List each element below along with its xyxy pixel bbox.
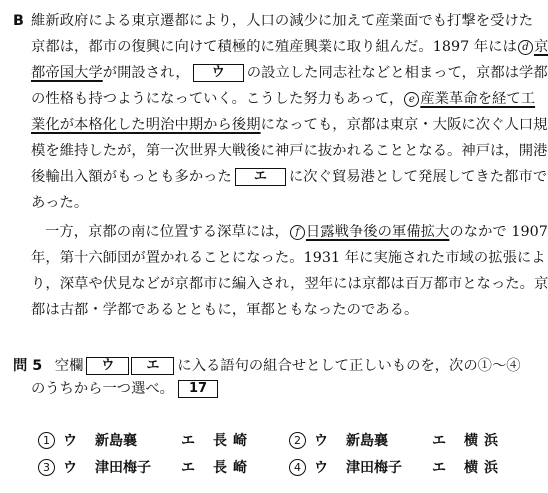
choice-number: 2 xyxy=(289,432,306,449)
para2-line4 xyxy=(31,300,418,320)
choice-1[interactable] xyxy=(38,431,253,451)
question-line2 xyxy=(31,379,218,399)
question-box-e: エ xyxy=(131,357,174,375)
text-span: あった。 xyxy=(31,195,89,211)
question-label: 問 5 xyxy=(13,358,43,374)
para1-line2 xyxy=(31,37,548,57)
choice-city: 長崎 xyxy=(213,433,253,449)
range-end: ④ xyxy=(506,358,521,374)
question-box-u: ウ xyxy=(86,357,129,375)
choice-number: 4 xyxy=(289,459,306,476)
marker-e: e xyxy=(404,92,419,107)
choice-city: 長崎 xyxy=(213,460,253,476)
choice-city: 横浜 xyxy=(464,460,504,476)
question-line1 xyxy=(13,356,521,376)
choice-name: 津田梅子 xyxy=(95,460,151,476)
text-span: に次ぐ貿易港として発展してきた都市で xyxy=(288,169,548,185)
para1-line4 xyxy=(31,89,535,109)
choice-number: 1 xyxy=(38,432,55,449)
text-span: 年，第十六師団が置かれることになった。1931 年に実施された市域の拡張によ xyxy=(31,250,546,266)
text-span: 京都は，都市の復興に向けて積極的に殖産興業に取り組んだ。1897 年には xyxy=(31,39,517,55)
choice-u-label: ウ xyxy=(63,460,77,476)
text-span: り，深草や伏見などが京都市に編入され，翌年には京都は百万都市となった。京 xyxy=(31,276,548,292)
para1-line8 xyxy=(31,193,88,213)
underline-e-start: 産業革命を経て工 xyxy=(420,91,536,107)
underline-d-end: 都帝国大学 xyxy=(31,65,103,81)
choice-e-label: エ xyxy=(181,433,195,449)
para1-line6 xyxy=(31,141,547,161)
text-span: 後輸出入額がもっとも多かった xyxy=(31,169,232,185)
answer-number-box: 17 xyxy=(178,380,218,398)
text-span: 模を維持したが，第一次世界大戦後に神戸に抜かれることとなる。神戸は，開港 xyxy=(31,143,548,159)
marker-d: d xyxy=(518,40,533,55)
para1-line7 xyxy=(31,167,547,187)
marker-f: f xyxy=(290,225,305,240)
choice-u-label: ウ xyxy=(63,433,77,449)
question-text-b: に入る語句の組合せとして正しいものを，次の xyxy=(177,358,478,374)
choice-name: 津田梅子 xyxy=(346,460,402,476)
choice-name: 新島襄 xyxy=(346,433,388,449)
text-span: になっても，京都は東京・大阪に次ぐ人口規 xyxy=(260,117,548,133)
choice-3[interactable] xyxy=(38,458,253,478)
blank-box-e: エ xyxy=(235,168,286,186)
choice-e-label: エ xyxy=(181,460,195,476)
para2-line1 xyxy=(45,222,548,242)
range-start: ① xyxy=(477,358,492,374)
choice-name: 新島襄 xyxy=(95,433,137,449)
text-span: 維新政府による東京遷都により，人口の減少に加えて産業面でも打撃を受けた xyxy=(31,13,534,29)
para1-line3 xyxy=(31,63,548,83)
choice-2[interactable] xyxy=(289,431,504,451)
text-span: の性格も持つようになっていく。こうした努力もあって， xyxy=(31,91,404,107)
choice-city: 横浜 xyxy=(464,433,504,449)
choice-e-label: エ xyxy=(432,433,446,449)
text-span: が開設され， xyxy=(102,65,190,81)
para1-line1 xyxy=(31,11,533,31)
para2-line2 xyxy=(31,248,546,268)
choice-e-label: エ xyxy=(432,460,446,476)
underline-f: 日露戦争後の軍備拡大 xyxy=(305,224,450,240)
text-span: のなかで 1907 xyxy=(449,224,548,240)
question-text-c: のうちから一つ選べ。 xyxy=(31,381,174,397)
range-sep: 〜 xyxy=(491,358,507,374)
section-label: B xyxy=(13,13,24,29)
blank-box-u: ウ xyxy=(193,64,244,82)
choice-u-label: ウ xyxy=(314,460,328,476)
underline-d-start: 京 xyxy=(533,39,548,55)
text-span: 都は古都・学都であるとともに，軍都ともなったのである。 xyxy=(31,302,419,318)
para1-line5 xyxy=(31,115,548,135)
para2-line3 xyxy=(31,274,548,294)
choice-u-label: ウ xyxy=(314,433,328,449)
text-span: 一方，京都の南に位置する深草には， xyxy=(45,224,289,240)
text-span: の設立した同志社などと相まって，京都は学都 xyxy=(246,65,548,81)
underline-e-end: 業化が本格化した明治中期から後期 xyxy=(31,117,261,133)
question-text-a: 空欄 xyxy=(54,358,84,374)
choice-number: 3 xyxy=(38,459,55,476)
choice-4[interactable] xyxy=(289,458,504,478)
